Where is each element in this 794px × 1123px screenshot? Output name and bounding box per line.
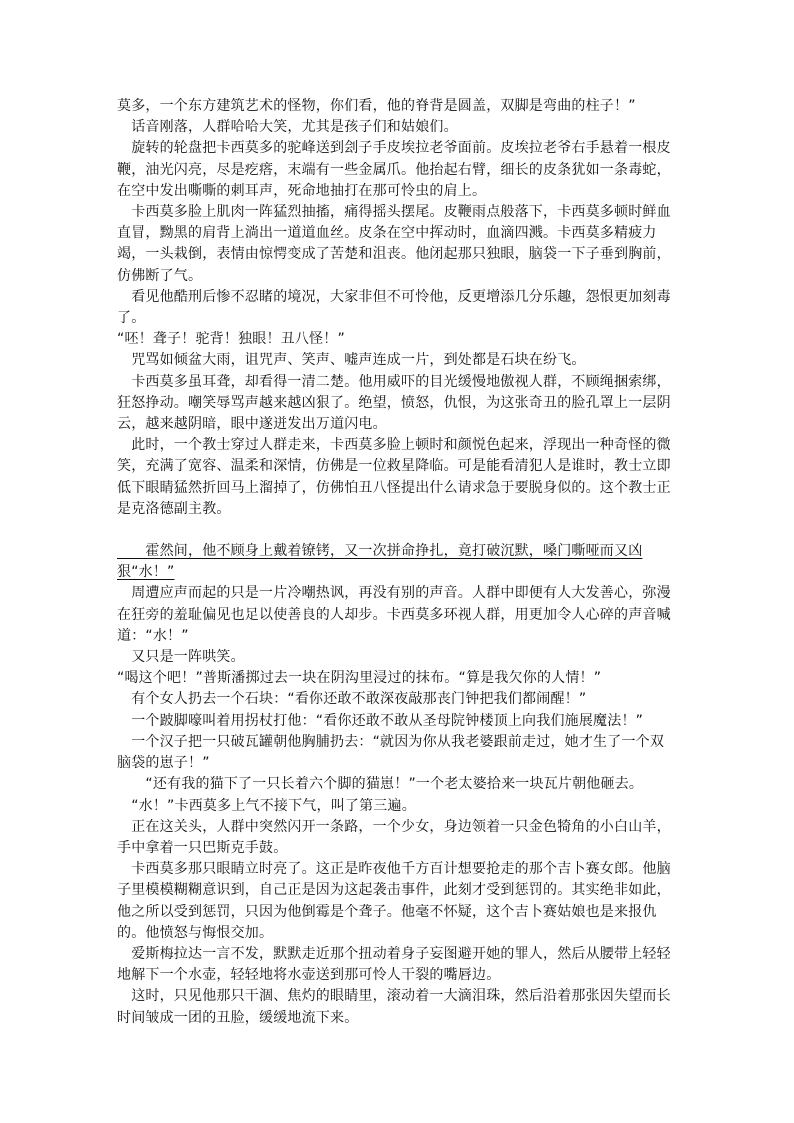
paragraph-4: 卡西莫多脸上肌肉一阵猛烈抽搐，痛得摇头摆尾。皮鞭雨点般落下，卡西莫多顿时鲜血直冒，黝黑的肩背上淌出一道道血丝。皮条在空中挥动时，血滴四溅。卡西莫多精疲力竭，一头栽倒，表情由惊愕变成了苦楚和沮丧。他闭起那只独眼，脑袋一下子垂到胸前，仿佛断了气。 [117, 204, 671, 284]
paragraph-5: 看见他酷刑后惨不忍睹的境况，大家非但不可怜他，反更增添几分乐趣，怨恨更加刻毒了。 [117, 288, 671, 327]
paragraph-7: 咒骂如倾盆大雨，诅咒声、笑声、嘘声连成一片，到处都是石块在纷飞。 [117, 352, 586, 369]
paragraph-14: 有个女人扔去一个石块：“看你还敢不敢深夜敲那丧门钟把我们都闹醒！” [117, 691, 587, 708]
paragraph-2: 话音刚落，人群哈哈大笑，尤其是孩子们和姑娘们。 [117, 119, 458, 136]
paragraph-8: 卡西莫多虽耳聋，却看得一清二楚。他用威吓的目光缓慢地傲视人群，不顾绳捆索绑，狂怒挣动。嘲笑辱骂声越来越凶狠了。绝望，愤怒，仇恨，为这张奇丑的脸孔罩上一层阴云，越来越阴暗，眼中遂迸发出万道闪电。 [117, 373, 671, 433]
paragraph-13: “喝这个吧！”普斯潘掷过去一块在阴沟里浸过的抹布。“算是我欠你的人情！” [117, 670, 602, 687]
paragraph-12: 又只是一阵哄笑。 [117, 649, 245, 666]
paragraph-1: 莫多，一个东方建筑艺术的怪物，你们看，他的脊背是圆盖，双脚是弯曲的柱子！” [117, 98, 636, 114]
paragraph-3: 旋转的轮盘把卡西莫多的驼峰送到刽子手皮埃拉老爷面前。皮埃拉老爷右手悬着一根皮鞭，油光闪亮，尽是疙瘩，末端有一些金属爪。他抬起右臂，细长的皮条犹如一条毒蛇，在空中发出嘶嘶的刺耳声，死命地抽打在那可怜虫的肩上。 [117, 140, 671, 199]
paragraph-15: 一个跛脚嚎叫着用拐杖打他：“看你还敢不敢从圣母院钟楼顶上向我们施展魔法！” [117, 712, 644, 729]
paragraph-22: 这时，只见他那只干涸、焦灼的眼睛里，滚动着一大滴泪珠，然后沿着那张因失望而长时间皱成一团的丑脸，缓缓地流下来。 [117, 988, 671, 1026]
paragraph-16: 一个汉子把一只破瓦罐朝他胸脯扔去：“就因为你从我老婆跟前走过，她才生了一个双脑袋的崽子！” [117, 733, 665, 772]
paragraph-9: 此时，一个教士穿过人群走来，卡西莫多脸上顿时和颜悦色起来，浮现出一种奇怪的微笑，充满了宽容、温柔和深情，仿佛是一位救星降临。可是能看清犯人是谁时，教士立即低下眼睛猛然折回马上溜掉了，仿佛怕丑八怪提出什么请求急于要脱身似的。这个教士正是克洛德副主教。 [117, 437, 671, 517]
paragraph-21: 爱斯梅拉达一言不发，默默走近那个扭动着身子妄图避开她的罪人，然后从腰带上轻轻地解下一个水壶，轻轻地将水壶送到那可怜人干裂的嘴唇边。 [117, 945, 671, 984]
paragraph-gap [117, 520, 677, 541]
document-page [117, 96, 677, 1029]
paragraph-17: “还有我的猫下了一只长着六个脚的猫崽！”一个老太婆拾来一块瓦片朝他砸去。 [117, 776, 644, 793]
paragraph-6: “呸！聋子！驼背！独眼！丑八怪！” [117, 331, 345, 348]
paragraph-10: 霍然间，他不顾身上戴着镣铐，又一次拼命挣扎，竟打破沉默，嗓门嘶哑而又凶狠“水！” [117, 543, 643, 581]
paragraph-18: “水！”卡西莫多上气不接下气，叫了第三遍。 [117, 797, 416, 814]
paragraph-19: 正在这关头，人群中突然闪开一条路，一个少女，身边领着一只金色犄角的小白山羊，手中拿着一只巴斯克手鼓。 [117, 818, 671, 856]
paragraph-20: 卡西莫多那只眼睛立时亮了。这正是昨夜他千方百计想要抢走的那个吉卜赛女郎。他脑子里模模糊糊意识到，自己正是因为这起袭击事件，此刻才受到惩罚的。其实绝非如此，他之所以受到惩罚，只因为他倒霉是个聋子。他毫不怀疑，这个吉卜赛姑娘也是来报仇的。他愤怒与悔恨交加。 [117, 861, 671, 941]
paragraph-11: 周遭应声而起的只是一片冷嘲热讽，再没有别的声音。人群中即便有人大发善心，弥漫在狂旁的羞耻偏见也足以使善良的人却步。卡西莫多环视人群，用更加令人心碎的声音喊道：“水！” [117, 585, 671, 644]
